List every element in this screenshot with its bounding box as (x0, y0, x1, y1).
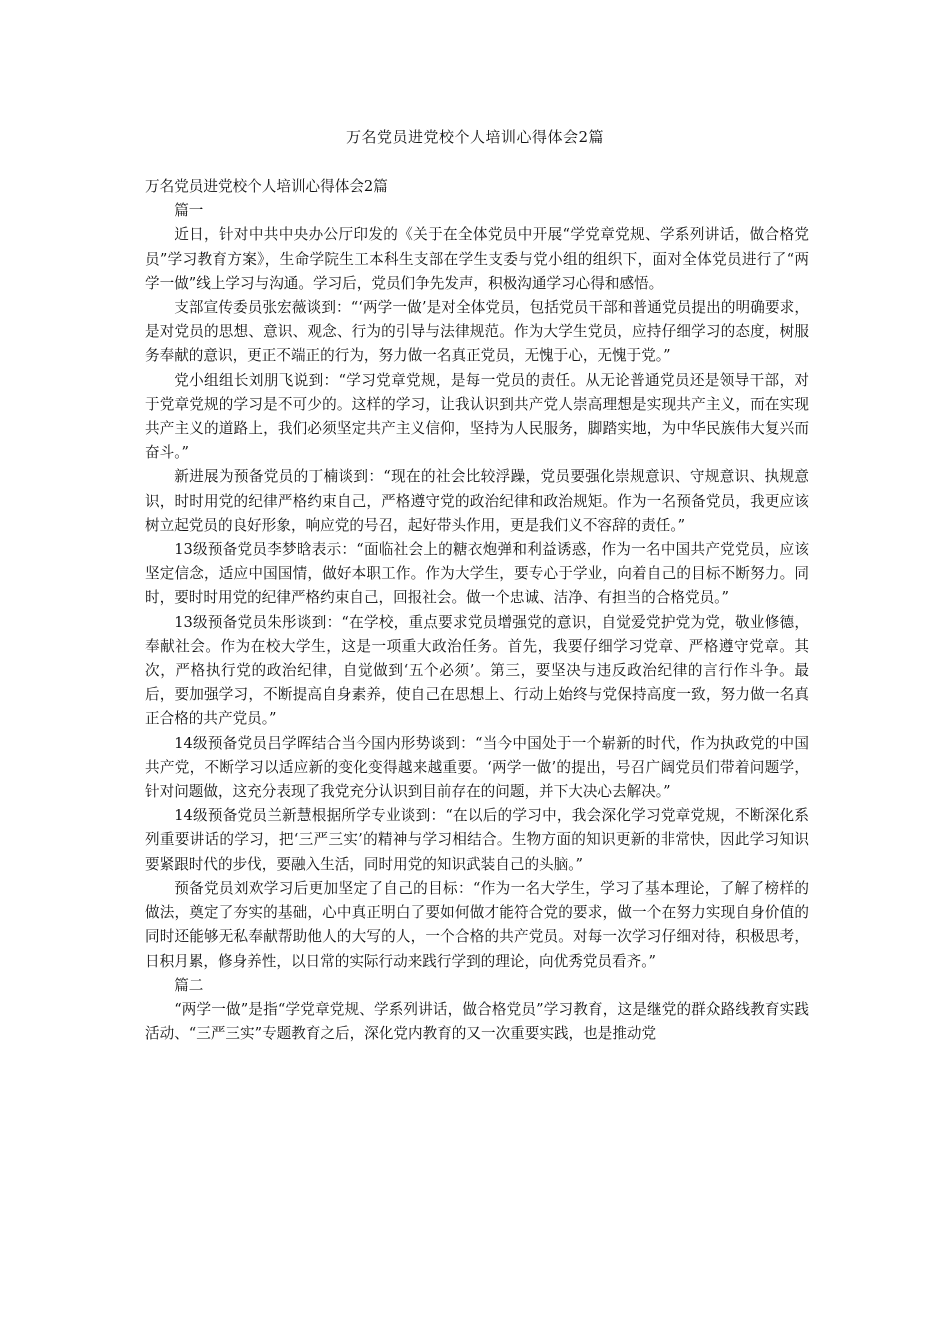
paragraph: 支部宣传委员张宏薇谈到：“‘两学一做’是对全体党员，包括党员干部和普通党员提出的明确要求，是对党员的思想、意识、观念、行为的引导与法律规范。作为大学生党员，应持仔细学习的态度，树服务奉献的意识，更正不端正的行为，努力做一名真正党员，无愧于心，无愧于党。” (145, 299, 809, 365)
paragraph: “两学一做”是指“学党章党规、学系列讲话，做合格党员”学习教育，这是继党的群众路线教育实践活动、“三严三实”专题教育之后，深化党内教育的又一次重要实践，也是推动党 (145, 1000, 809, 1043)
document-subtitle: 万名党员进党校个人培训心得体会2篇 (145, 178, 388, 195)
paragraph: 预备党员刘欢学习后更加坚定了自己的目标：“作为一名大学生，学习了基本理论，了解了榜样的做法，奠定了夯实的基础，心中真正明白了要如何做才能符合党的要求，做一个在努力实现自身价值的同时还能够无私奉献帮助他人的大写的人，一个合格的共产党员。对每一次学习仔细对待，积极思考，日积月累，修身养性，以日常的实际行动来践行学到的理论，向优秀党员看齐。” (145, 879, 809, 970)
paragraph: 新进展为预备党员的丁楠谈到：“现在的社会比较浮躁，党员要强化崇规意识、守规意识、执规意识，时时用党的纪律严格约束自己，严格遵守党的政治纪律和政治规矩。作为一名预备党员，我更应该树立起党员的良好形象，响应党的号召，起好带头作用，更是我们义不容辞的责任。” (145, 468, 809, 534)
paragraph: 14级预备党员兰新慧根据所学专业谈到：“在以后的学习中，我会深化学习党章党规，不断深化系列重要讲话的学习，把‘三严三实’的精神与学习相结合。生物方面的知识更新的非常快，因此学习知识要紧跟时代的步伐，要融入生活，同时用党的知识武装自己的头脑。” (145, 807, 809, 873)
section-heading: 篇一 (174, 202, 204, 220)
document-body (145, 175, 809, 1046)
section-heading: 篇二 (174, 976, 204, 994)
document-title: 万名党员进党校个人培训心得体会2篇 (345, 128, 605, 146)
paragraph: 近日，针对中共中央办公厅印发的《关于在全体党员中开展“学党章党规、学系列讲话，做合格党员”学习教育方案》，生命学院生工本科生支部在学生支委与党小组的组织下，面对全体党员进行了“两学一做”线上学习与沟通。学习后，党员们争先发声，积极沟通学习心得和感悟。 (145, 226, 809, 292)
paragraph: 14级预备党员吕学晖结合当今国内形势谈到：“当今中国处于一个崭新的时代，作为执政党的中国共产党，不断学习以适应新的变化变得越来越重要。‘两学一做’的提出，号召广阔党员们带着问题学，针对问题做，这充分表现了我党充分认识到目前存在的问题，并下大决心去解决。” (145, 734, 809, 801)
paragraph: 13级预备党员朱彤谈到：“在学校，重点要求党员增强党的意识，自觉爱党护党为党，敬业修德，奉献社会。作为在校大学生，这是一项重大政治任务。首先，我要仔细学习党章、严格遵守党章。其次，严格执行党的政治纪律，自觉做到‘五个必须’。第三，要坚决与违反政治纪律的言行作斗争。最后，要加强学习，不断提高自身素养，使自己在思想上、行动上始终与党保持高度一致，努力做一名真正合格的共产党员。” (145, 613, 809, 728)
paragraph: 13级预备党员李梦晗表示：“面临社会上的糖衣炮弹和利益诱惑，作为一名中国共产党党员，应该坚定信念，适应中国国情，做好本职工作。作为大学生，要专心于学业，向着自己的目标不断努力。同时，要时时用党的纪律严格约束自己，回报社会。做一个忠诚、洁净、有担当的合格党员。” (145, 541, 809, 607)
paragraph: 党小组组长刘朋飞说到：“学习党章党规，是每一党员的责任。从无论普通党员还是领导干部，对于党章党规的学习是不可少的。这样的学习，让我认识到共产党人崇高理想是实现共产主义，而在实现共产主义的道路上，我们必须坚定共产主义信仰，坚持为人民服务，脚踏实地，为中华民族伟大复兴而奋斗。” (145, 371, 809, 462)
